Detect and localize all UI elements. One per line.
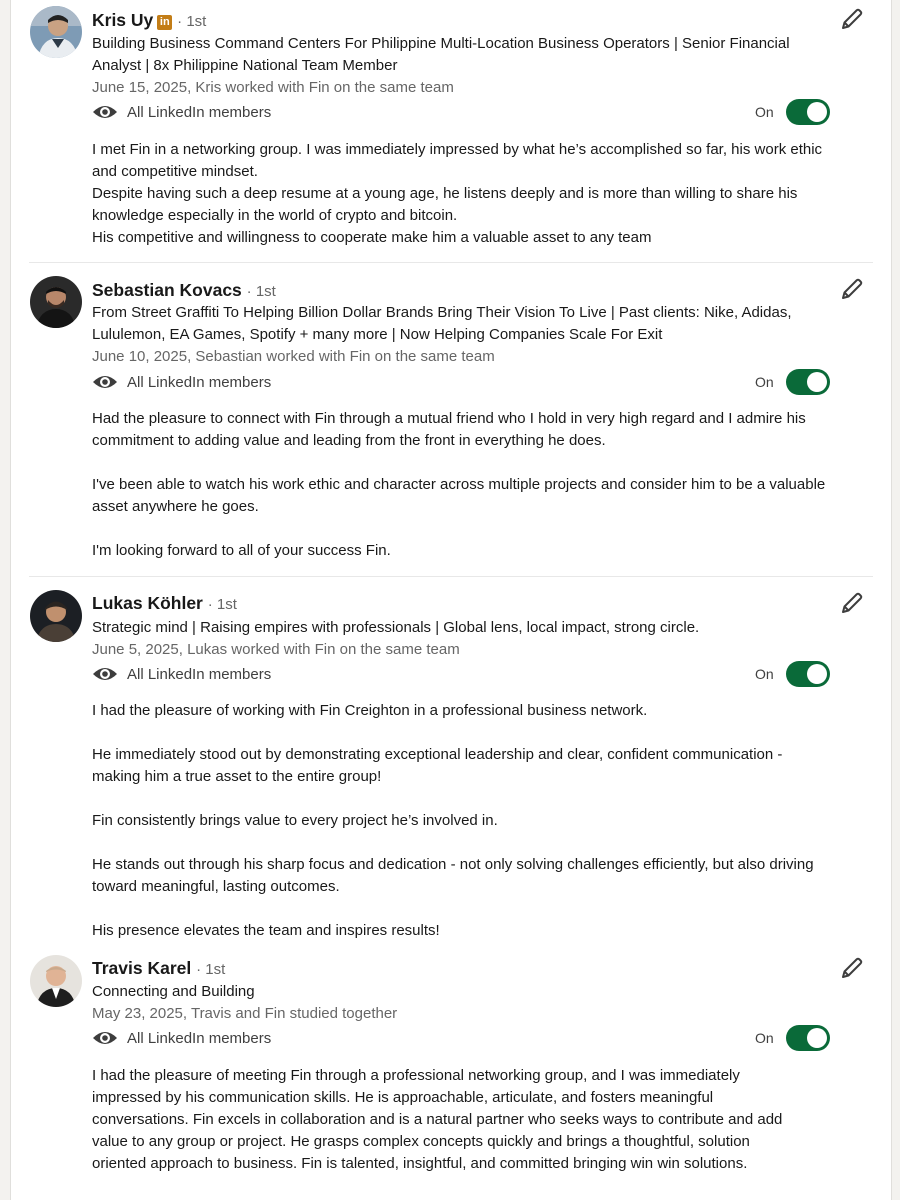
recommendation-text — [92, 408, 832, 562]
name-line — [92, 278, 276, 302]
pencil-icon[interactable] — [839, 276, 865, 302]
visibility-label: All LinkedIn members — [127, 665, 272, 683]
avatar[interactable] — [30, 590, 82, 642]
visibility-toggle[interactable] — [755, 99, 830, 125]
recommendation-paragraph: His competitive and willingness to cooperate make him a valuable asset to any team — [92, 229, 652, 246]
recommendation-paragraph: I met Fin in a networking group. I was immediately impressed by what he’s accomplished so far, his work ethic and competitive mindset. — [92, 141, 823, 180]
visibility-label: All LinkedIn members — [127, 373, 272, 391]
recommendation-meta: June 5, 2025, Lukas worked with Fin on the same team — [92, 641, 460, 658]
recommender-headline: Connecting and Building — [92, 983, 255, 1000]
paragraph-gap — [92, 832, 832, 854]
linkedin-badge-icon: in — [157, 15, 172, 30]
avatar[interactable] — [30, 276, 82, 328]
recommendation-meta: June 15, 2025, Kris worked with Fin on the same team — [92, 79, 454, 96]
paragraph-gap — [92, 898, 832, 920]
recommender-headline: Building Business Command Centers For Philippine Multi-Location Business Operators | Senior Financial Analyst | 8x Philippine National Team Member — [92, 35, 790, 74]
visibility-toggle[interactable] — [755, 661, 830, 687]
divider — [29, 262, 873, 263]
connection-degree: · 1st — [196, 961, 226, 978]
avatar[interactable] — [30, 955, 82, 1007]
recommendation-paragraph: He stands out through his sharp focus and dedication - not only solving challenges efficiently, but also driving toward meaningful, lasting outcomes. — [92, 856, 814, 895]
recommendation-paragraph: His presence elevates the team and inspires results! — [92, 922, 440, 939]
visibility-setting — [92, 663, 271, 685]
recommendation-paragraph: I had the pleasure of meeting Fin through a professional networking group, and I was immediately impressed by his communication skills. He is approachable, articulate, and fosters meaningful conversations. Fin excels in collaboration and is a natural partner who seeks ways to contribute and add value to any group or project. He grasps complex concepts quickly and brings a thoughtful, solution oriented approach to business. Fin is talented, insightful, and committed bringing win win solutions. — [92, 1067, 783, 1172]
recommendation-paragraph: I'm looking forward to all of your success Fin. — [92, 542, 391, 559]
visibility-setting — [92, 371, 271, 393]
eye-icon — [92, 663, 118, 685]
recommendations-panel — [10, 0, 892, 1200]
toggle-label: On — [755, 374, 774, 390]
name-line — [92, 591, 237, 615]
recommendation-text — [92, 700, 832, 942]
recommender-name[interactable]: Lukas Köhler — [92, 593, 203, 613]
visibility-label: All LinkedIn members — [127, 103, 272, 121]
recommendation-text — [92, 1065, 792, 1175]
pencil-icon[interactable] — [839, 590, 865, 616]
recommendation-paragraph: He immediately stood out by demonstrating exceptional leadership and clear, confident communication - making him a true asset to the entire group! — [92, 746, 783, 785]
visibility-toggle[interactable] — [755, 1025, 830, 1051]
paragraph-gap — [92, 518, 832, 540]
name-line — [92, 956, 225, 980]
toggle-switch[interactable] — [786, 369, 830, 395]
toggle-knob — [807, 664, 827, 684]
connection-degree: · 1st — [246, 283, 276, 300]
recommendation-paragraph: I had the pleasure of working with Fin Creighton in a professional business network. — [92, 702, 648, 719]
recommendation-meta: May 23, 2025, Travis and Fin studied together — [92, 1005, 398, 1022]
divider — [29, 576, 873, 577]
visibility-setting — [92, 1027, 271, 1049]
toggle-switch[interactable] — [786, 1025, 830, 1051]
name-line — [92, 8, 206, 32]
recommendation-text — [92, 139, 832, 249]
toggle-label: On — [755, 666, 774, 682]
paragraph-gap — [92, 452, 832, 474]
paragraph-gap — [92, 722, 832, 744]
recommender-name[interactable]: Sebastian Kovacs — [92, 280, 242, 300]
recommendation-paragraph: I've been able to watch his work ethic and character across multiple projects and consider him to be a valuable asset anywhere he goes. — [92, 476, 826, 515]
toggle-knob — [807, 1028, 827, 1048]
eye-icon — [92, 101, 118, 123]
recommendation-meta: June 10, 2025, Sebastian worked with Fin on the same team — [92, 348, 495, 365]
pencil-icon[interactable] — [839, 6, 865, 32]
visibility-setting — [92, 101, 271, 123]
toggle-label: On — [755, 1030, 774, 1046]
recommender-headline: From Street Graffiti To Helping Billion Dollar Brands Bring Their Vision To Live | Past clients: Nike, Adidas, Lululemon, EA Games, Spotify + many more | Now Helping Companies Scale For Exit — [92, 304, 792, 343]
paragraph-gap — [92, 788, 832, 810]
visibility-toggle[interactable] — [755, 369, 830, 395]
avatar[interactable] — [30, 6, 82, 58]
visibility-label: All LinkedIn members — [127, 1029, 272, 1047]
recommender-name[interactable]: Travis Karel — [92, 958, 192, 978]
recommendation-paragraph: Fin consistently brings value to every project he’s involved in. — [92, 812, 498, 829]
toggle-switch[interactable] — [786, 661, 830, 687]
recommender-name[interactable]: Kris Uy — [92, 10, 154, 30]
recommendation-paragraph: Despite having such a deep resume at a young age, he listens deeply and is more than willing to share his knowledge especially in the world of crypto and bitcoin. — [92, 185, 798, 224]
eye-icon — [92, 371, 118, 393]
recommendation-paragraph: Had the pleasure to connect with Fin through a mutual friend who I hold in very high regard and I admire his commitment to adding value and leading from the front in everything he does. — [92, 410, 806, 449]
toggle-switch[interactable] — [786, 99, 830, 125]
pencil-icon[interactable] — [839, 955, 865, 981]
toggle-label: On — [755, 104, 774, 120]
connection-degree: · 1st — [207, 596, 237, 613]
eye-icon — [92, 1027, 118, 1049]
connection-degree: · 1st — [177, 13, 207, 30]
recommender-headline: Strategic mind | Raising empires with professionals | Global lens, local impact, strong circle. — [92, 619, 700, 636]
toggle-knob — [807, 372, 827, 392]
toggle-knob — [807, 102, 827, 122]
